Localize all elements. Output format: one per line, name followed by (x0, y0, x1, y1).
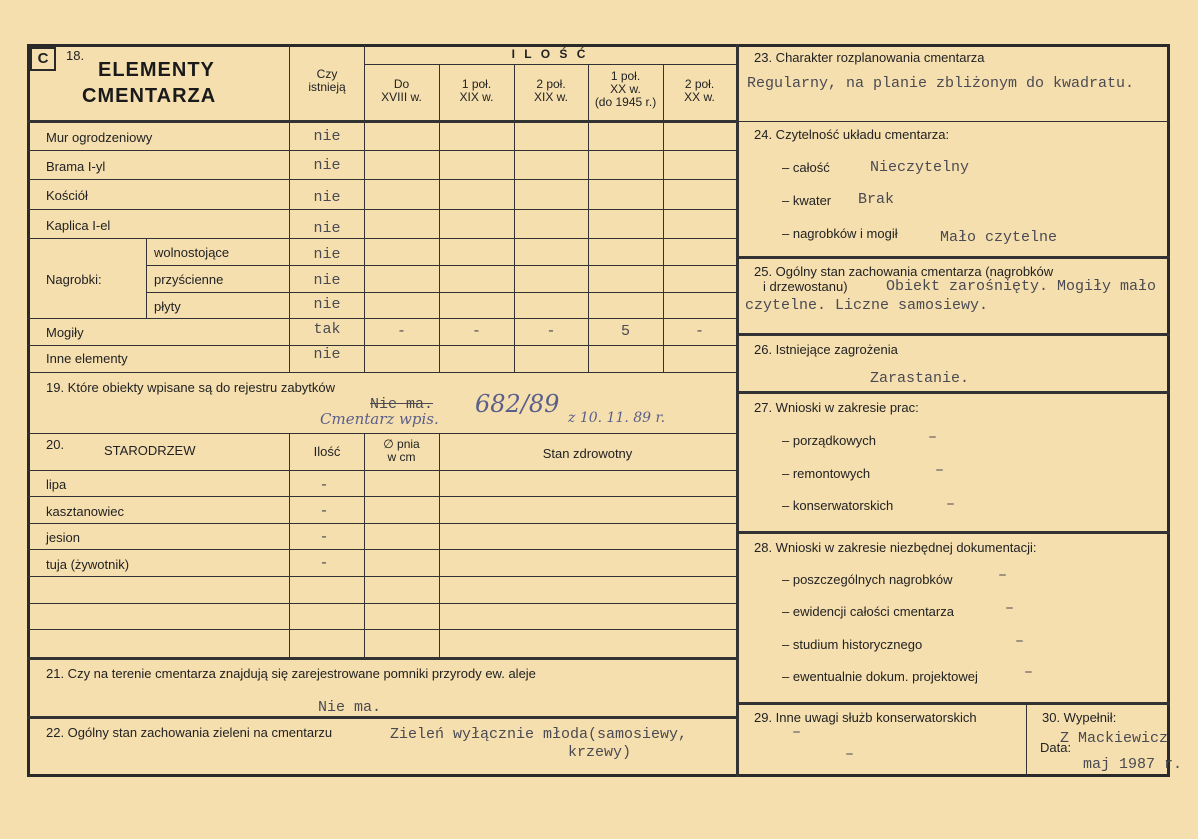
s19-typed-value: Nie ma. (370, 396, 434, 413)
row-rule (27, 576, 736, 577)
element-label: Mogiły (46, 325, 84, 340)
s20-number: 20. (46, 437, 65, 452)
element-value: nie (313, 157, 341, 174)
s30-date-label: Data: (1040, 740, 1072, 755)
row-rule (27, 603, 736, 604)
s19-label: 19. Które obiekty wpisane są do rejestru zabytków (46, 380, 336, 395)
row-rule (27, 345, 736, 346)
row-rule (27, 549, 736, 550)
right-rule (736, 531, 1170, 534)
right-rule (736, 256, 1170, 259)
s27-item-label: – porządkowych (782, 433, 876, 448)
element-label: Inne elementy (46, 351, 128, 366)
elements-title: CMENTARZA (82, 85, 217, 107)
s28-label: 28. Wnioski w zakresie niezbędnej dokumentacji: (754, 540, 1037, 555)
s25-label: i drzewostanu) (763, 279, 848, 294)
s25-value: Obiekt zarośnięty. Mogiły mało (886, 278, 1157, 295)
s23-label: 23. Charakter rozplanowania cmentarza (754, 50, 985, 65)
s27-item-label: – konserwatorskich (782, 498, 894, 513)
right-rule (736, 121, 1170, 122)
s24-nagrobkow-value: Mało czytelne (940, 229, 1058, 246)
row-rule (27, 238, 736, 239)
s30-label: 30. Wypełnił: (1042, 710, 1117, 725)
section-number: 18. (66, 48, 85, 63)
s24-calosc-label: – całość (782, 160, 830, 175)
element-label: przyścienne (154, 272, 224, 287)
element-value: nie (313, 246, 341, 263)
row-rule (146, 265, 736, 266)
s28-item-value: – (1015, 633, 1025, 650)
s19-register-number: 682/89 (475, 390, 560, 418)
row-rule (27, 209, 736, 210)
element-label: Kaplica I-el (46, 218, 111, 233)
nagrobki-label: Nagrobki: (46, 272, 102, 287)
element-value: tak (313, 321, 341, 338)
element-label: Brama I-yl (46, 159, 106, 174)
tree-qty: - (319, 477, 329, 494)
s20-title: STARODRZEW (104, 443, 196, 458)
row-rule (27, 629, 736, 630)
s23-value: Regularny, na planie zbliżonym do kwadratu. (747, 75, 1135, 92)
s27-item-value: – (935, 462, 945, 479)
s26-value: Zarastanie. (870, 370, 970, 387)
header-rule (27, 120, 736, 123)
row-rule (146, 292, 736, 293)
s28-item-label: – studium historycznego (782, 637, 923, 652)
center-divider (736, 44, 739, 777)
tree-qty: - (319, 555, 329, 572)
section-letter-box: C (30, 47, 56, 71)
element-value: nie (313, 189, 341, 206)
s29-value: – (792, 724, 802, 741)
row-rule (27, 433, 736, 434)
s21-label: 21. Czy na terenie cmentarza znajdują się zarejestrowane pomniki przyrody ew. aleje (46, 666, 536, 681)
s20-col-pnia: ∅ pnia w cm (383, 437, 420, 464)
s24-nagrobkow-label: – nagrobków i mogił (782, 226, 898, 241)
row-rule (27, 657, 736, 660)
right-divider (1026, 702, 1027, 777)
elements-title: ELEMENTY (98, 59, 215, 81)
element-label: Mur ogrodzeniowy (46, 130, 153, 145)
right-rule (736, 333, 1170, 336)
element-label: Kościół (46, 188, 88, 203)
s28-item-label: – poszczególnych nagrobków (782, 572, 953, 587)
ilosc-rule (364, 64, 736, 65)
s28-item-value: – (998, 567, 1008, 584)
mogily-period-value: 5 (620, 323, 630, 340)
element-label: wolnostojące (154, 245, 230, 260)
s25-value: czytelne. Liczne samosiewy. (745, 297, 989, 314)
right-rule (736, 391, 1170, 394)
s28-item-value: – (1024, 664, 1034, 681)
col-divider (439, 433, 440, 657)
element-value: nie (313, 272, 341, 289)
element-label: płyty (154, 299, 181, 314)
element-value: nie (313, 346, 341, 363)
tree-name: lipa (46, 477, 67, 492)
mogily-period-value: - (471, 323, 481, 340)
element-value: nie (313, 220, 341, 237)
mogily-period-value: - (396, 323, 406, 340)
period-header: Do XVIII w. (381, 77, 422, 104)
s22-value: Zieleń wyłącznie młoda(samosiewy, (390, 726, 688, 743)
row-rule (27, 150, 736, 151)
s20-col-stan: Stan zdrowotny (542, 446, 633, 461)
s28-item-value: – (1005, 600, 1015, 617)
s29-value: – (845, 746, 855, 763)
s20-col-ilosc: Ilość (313, 444, 341, 459)
element-value: nie (313, 128, 341, 145)
s27-item-value: – (946, 496, 956, 513)
s27-item-value: – (928, 429, 938, 446)
tree-name: tuja (żywotnik) (46, 557, 130, 572)
czy-istnieja-header: Czy istnieją (308, 67, 346, 94)
s19-hand-date: z 10. 11. 89 r. (568, 410, 666, 426)
s24-kwater-label: – kwater (782, 193, 832, 208)
s22-value: krzewy) (568, 744, 632, 761)
s26-label: 26. Istniejące zagrożenia (754, 342, 898, 357)
nagrobki-divider (146, 238, 147, 318)
row-rule (27, 372, 736, 373)
s28-item-label: – ewidencji całości cmentarza (782, 604, 954, 619)
row-rule (27, 496, 736, 497)
tree-name: jesion (46, 530, 80, 545)
row-rule (27, 470, 736, 471)
s24-kwater-value: Brak (858, 191, 895, 208)
period-header: 1 poł. XIX w. (459, 77, 494, 104)
s27-label: 27. Wnioski w zakresie prac: (754, 400, 919, 415)
s29-label: 29. Inne uwagi służb konserwatorskich (754, 710, 977, 725)
s24-label: 24. Czytelność układu cmentarza: (754, 127, 950, 142)
s27-item-label: – remontowych (782, 466, 871, 481)
ilosc-header: I L O Ś Ć (511, 47, 589, 61)
s19-hand-note: Cmentarz wpis. (320, 410, 439, 428)
tree-qty: - (319, 503, 329, 520)
period-header: 2 poł. XIX w. (533, 77, 568, 104)
s24-calosc-value: Nieczytelny (870, 159, 970, 176)
s25-label: 25. Ogólny stan zachowania cmentarza (nagrobków (754, 264, 1054, 279)
tree-name: kasztanowiec (46, 504, 125, 519)
right-rule (736, 702, 1170, 705)
s21-value: Nie ma. (318, 699, 382, 716)
row-rule (27, 179, 736, 180)
period-header: 2 poł. XX w. (684, 77, 715, 104)
row-rule (27, 523, 736, 524)
row-rule (27, 716, 736, 719)
mogily-period-value: - (546, 323, 556, 340)
s22-label: 22. Ogólny stan zachowania zieleni na cmentarzu (46, 725, 333, 740)
s30-filled-by: Z Mackiewicz (1060, 730, 1169, 747)
element-value: nie (313, 296, 341, 313)
period-header: 1 poł. XX w. (do 1945 r.) (594, 69, 657, 109)
col-divider (364, 433, 365, 657)
mogily-period-value: - (694, 323, 704, 340)
tree-qty: - (319, 529, 329, 546)
row-rule (27, 318, 736, 319)
s28-item-label: – ewentualnie dokum. projektowej (782, 669, 978, 684)
s30-date: maj 1987 r. (1083, 756, 1183, 773)
